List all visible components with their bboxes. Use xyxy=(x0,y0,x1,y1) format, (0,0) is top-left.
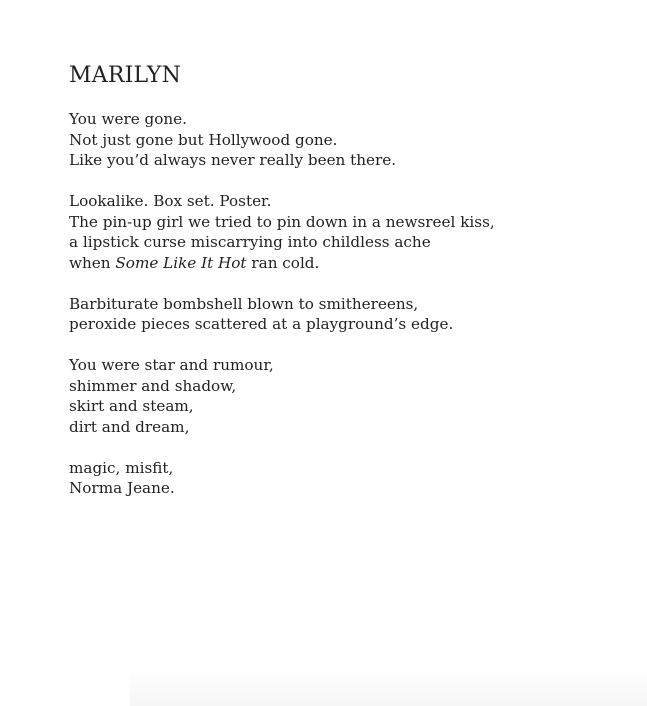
poem-line: You were gone. xyxy=(69,110,187,128)
line-text-after: ran cold. xyxy=(246,253,320,272)
poem-line: You were star and rumour, xyxy=(69,356,274,374)
poem-line-with-film-title xyxy=(69,253,539,274)
page-bottom-shadow xyxy=(130,666,647,706)
poem-line: Barbiturate bombshell blown to smithereens, xyxy=(69,294,419,313)
poem-line: Not just gone but Hollywood gone. xyxy=(69,130,338,149)
poem-line: Norma Jeane. xyxy=(69,479,175,497)
poem-line: dirt and dream, xyxy=(69,417,190,436)
stanza-5 xyxy=(69,458,539,499)
stanza-2 xyxy=(69,191,539,273)
poem-title: MARILYN xyxy=(69,63,182,88)
line-text-before: when xyxy=(69,253,116,272)
poem-line: Lookalike. Box set. Poster. xyxy=(69,192,272,210)
poem-line: The pin-up girl we tried to pin down in a newsreel kiss, xyxy=(69,212,495,231)
poem-body xyxy=(69,109,539,519)
poem-line: skirt and steam, xyxy=(69,397,194,415)
poem-line: Like you’d always never really been there. xyxy=(69,151,397,169)
poem-line: magic, misfit, xyxy=(69,458,174,477)
stanza-4 xyxy=(69,355,539,437)
stanza-1 xyxy=(69,109,539,171)
film-title: Some Like It Hot xyxy=(115,253,247,272)
poem-line: a lipstick curse miscarrying into childless ache xyxy=(69,233,431,251)
poem-line: shimmer and shadow, xyxy=(69,376,237,395)
poem-line: peroxide pieces scattered at a playground’s edge. xyxy=(69,315,454,333)
stanza-3 xyxy=(69,294,539,335)
